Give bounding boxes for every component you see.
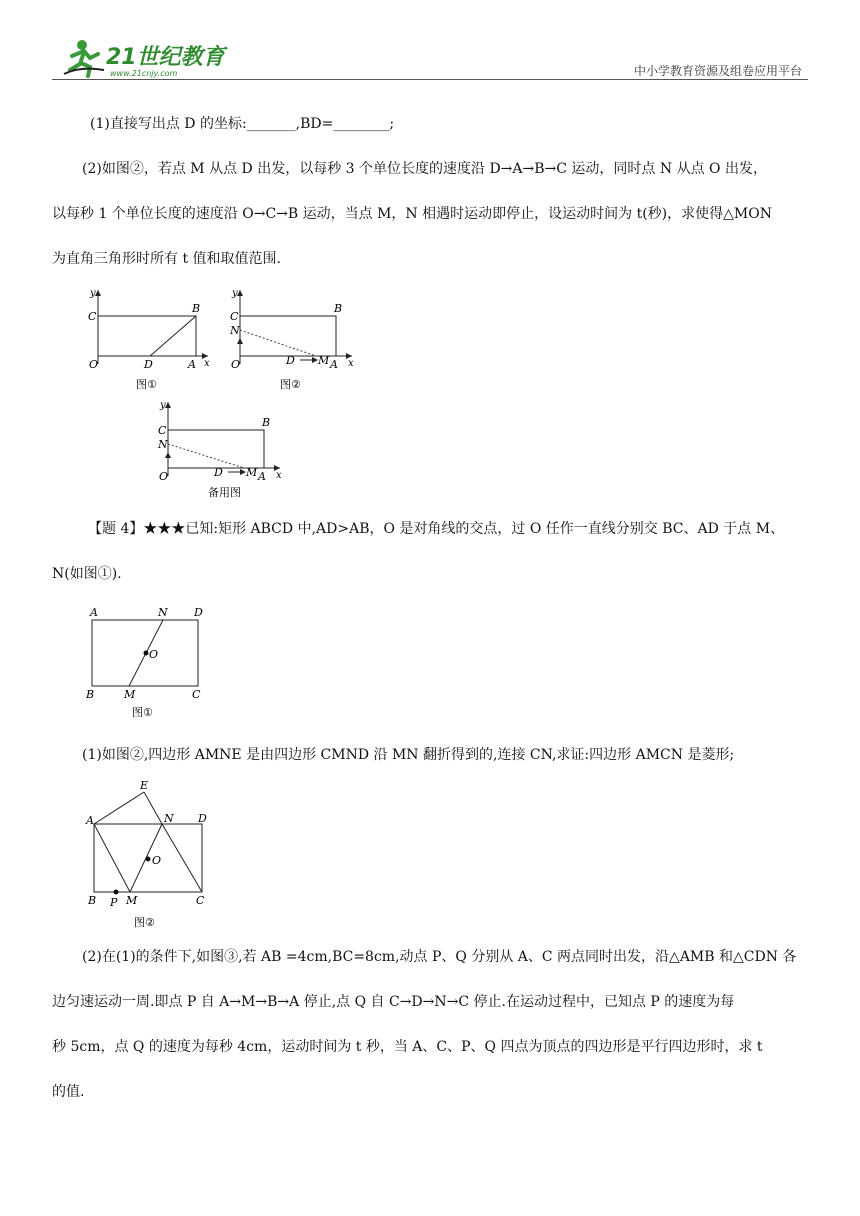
point-C-label: C bbox=[192, 688, 201, 701]
axis-y-label: y bbox=[232, 288, 238, 299]
point-B-label: B bbox=[192, 302, 201, 315]
point-D-label: D bbox=[194, 606, 203, 619]
point-A-label: A bbox=[188, 358, 196, 371]
q3-figure-2 bbox=[226, 284, 362, 394]
q3-part1: (1)直接写出点 D 的坐标:_______,BD=________; bbox=[90, 116, 395, 132]
point-O-label: O bbox=[231, 358, 241, 371]
point-O-label: O bbox=[159, 470, 169, 483]
point-M-label: M bbox=[124, 688, 136, 701]
q4-figure-2 bbox=[82, 780, 218, 932]
point-C-label: C bbox=[196, 894, 205, 907]
point-A-label: A bbox=[86, 814, 94, 827]
point-P-label: P bbox=[110, 896, 118, 909]
point-B-label: B bbox=[88, 894, 97, 907]
point-D-label: D bbox=[214, 466, 223, 479]
logo-url-text: www.21cnjy.com bbox=[110, 69, 178, 78]
point-M-label: M bbox=[318, 354, 330, 367]
point-D-label: D bbox=[198, 812, 207, 825]
point-D-label: D bbox=[286, 354, 295, 367]
point-B-label: B bbox=[334, 302, 343, 315]
q3-figure-1 bbox=[84, 284, 216, 394]
point-O-label: O bbox=[89, 358, 99, 371]
point-N-label: N bbox=[158, 606, 168, 619]
point-A-label: A bbox=[330, 358, 338, 371]
point-C-label: C bbox=[158, 424, 167, 437]
figure-caption: 图① bbox=[136, 378, 157, 391]
axis-y-label: y bbox=[90, 288, 96, 299]
figure-caption: 图① bbox=[132, 706, 153, 719]
q3-part2-line3: 为直角三角形时所有 t 值和取值范围. bbox=[52, 251, 281, 267]
point-B-label: B bbox=[262, 416, 271, 429]
q4-part2-line3: 秒 5cm，点 Q 的速度为每秒 4cm，运动时间为 t 秒，当 A、C、P、Q 四点为顶点的四边形是平行四边形时，求 t bbox=[52, 1039, 763, 1055]
site-logo[interactable] bbox=[60, 36, 230, 80]
point-N-label: N bbox=[230, 324, 240, 337]
point-O-label: O bbox=[149, 648, 159, 661]
q4-line2: N(如图①). bbox=[52, 566, 122, 582]
axis-y-label: y bbox=[160, 400, 166, 411]
figure-caption: 备用图 bbox=[208, 486, 241, 499]
platform-name: 中小学教育资源及组卷应用平台 bbox=[633, 64, 802, 78]
point-B-label: B bbox=[86, 688, 95, 701]
point-D-label: D bbox=[144, 358, 153, 371]
point-O-label: O bbox=[152, 854, 162, 867]
point-A-label: A bbox=[258, 470, 266, 483]
q3-part2-line1: (2)如图②，若点 M 从点 D 出发，以每秒 3 个单位长度的速度沿 D→A→B→C 运动，同时点 N 从点 O 出发， bbox=[82, 161, 767, 177]
axis-x-label: x bbox=[204, 358, 210, 369]
axis-x-label: x bbox=[276, 470, 282, 481]
q4-part1: (1)如图②,四边形 AMNE 是由四边形 CMND 沿 MN 翻折得到的,连接 CN,求证:四边形 AMCN 是菱形; bbox=[82, 747, 735, 763]
point-E-label: E bbox=[140, 780, 149, 792]
runner-logo-icon bbox=[60, 36, 230, 80]
q4-part2-line1: (2)在(1)的条件下,如图③,若 AB =4cm,BC=8cm,动点 P、Q 分别从 A、C 两点同时出发，沿△AMB 和△CDN 各 bbox=[82, 949, 797, 965]
point-C-label: C bbox=[88, 310, 97, 323]
q3-part2-line2: 以每秒 1 个单位长度的速度沿 O→C→B 运动，当点 M，N 相遇时运动即停止，设运动时间为 t(秒)，求使得△MON bbox=[52, 206, 772, 222]
point-M-label: M bbox=[246, 466, 258, 479]
q4-line1: 【题 4】★★★已知:矩形 ABCD 中,AD>AB，O 是对角线的交点，过 O 任作一直线分别交 BC、AD 于点 M、 bbox=[88, 521, 785, 537]
point-C-label: C bbox=[230, 310, 239, 323]
point-A-label: A bbox=[90, 606, 98, 619]
figure-caption: 图② bbox=[134, 916, 155, 929]
q4-part2-line4: 的值. bbox=[52, 1084, 85, 1100]
point-N-label: N bbox=[164, 812, 174, 825]
header-divider bbox=[52, 79, 808, 80]
point-M-label: M bbox=[126, 894, 138, 907]
logo-main-text: 21世纪教育 bbox=[106, 45, 225, 70]
q4-part2-line2: 边匀速运动一周.即点 P 自 A→M→B→A 停止,点 Q 自 C→D→N→C 停止.在运动过程中，已知点 P 的速度为每 bbox=[52, 994, 735, 1010]
point-N-label: N bbox=[158, 438, 168, 451]
q3-backup-figure bbox=[154, 398, 290, 502]
axis-x-label: x bbox=[348, 358, 354, 369]
figure-caption: 图② bbox=[280, 378, 301, 391]
q4-figure-1 bbox=[82, 604, 212, 722]
